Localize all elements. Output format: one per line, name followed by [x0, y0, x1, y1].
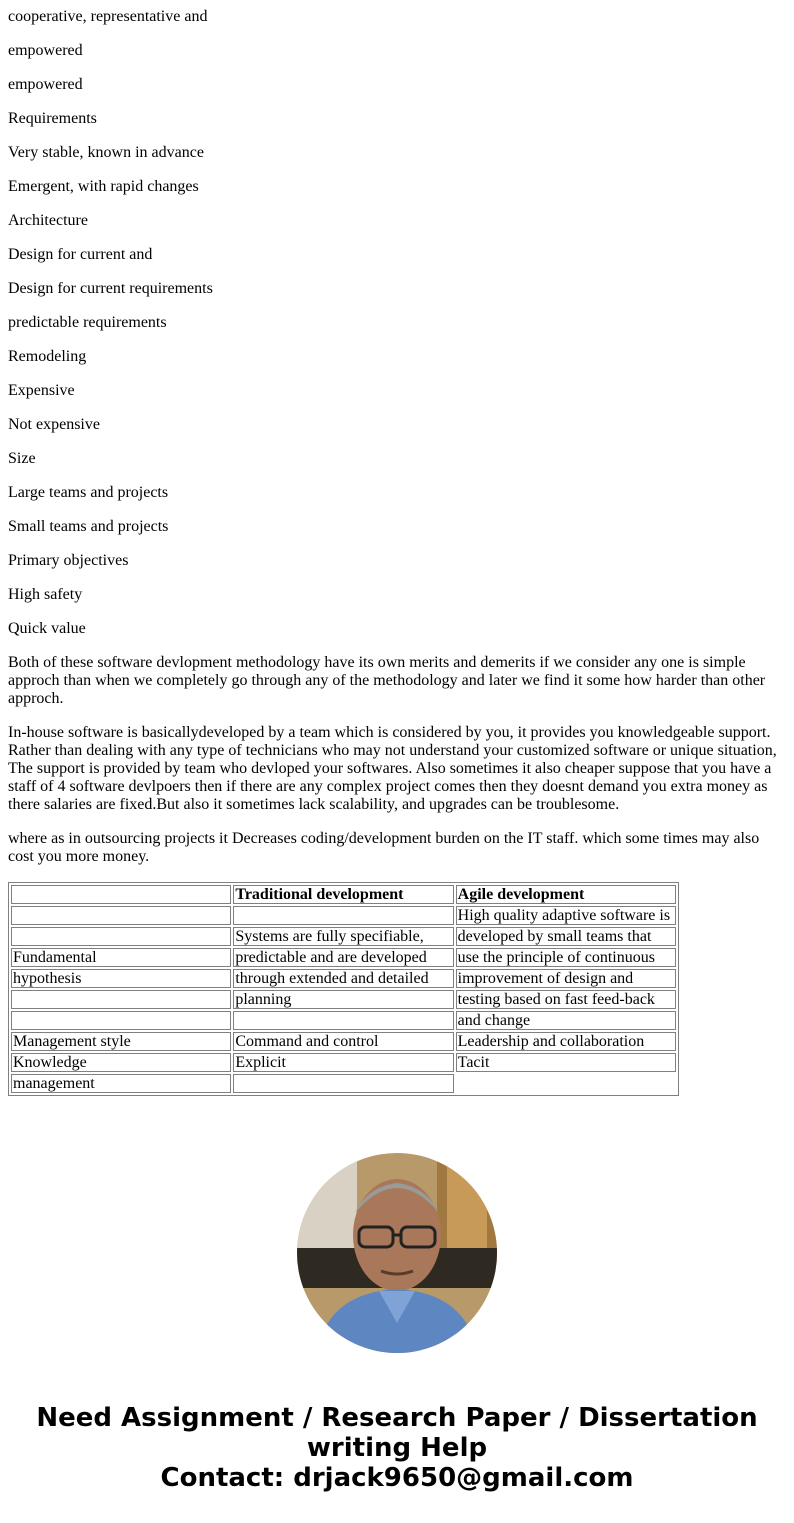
text-line: predictable requirements [8, 314, 167, 331]
table-cell [233, 1011, 453, 1030]
table-header-cell: Traditional development [233, 885, 453, 904]
table-cell: Command and control [233, 1032, 453, 1051]
table-cell: testing based on fast feed-back [456, 990, 676, 1009]
table-row [11, 1074, 676, 1093]
table-cell: developed by small teams that [456, 927, 676, 946]
table-row [11, 927, 676, 946]
paragraph-outsourcing: where as in outsourcing projects it Decreases coding/development burden on the IT staff. which some times may also cost you more money. [8, 830, 760, 865]
text-line: Emergent, with rapid changes [8, 178, 199, 195]
promo-line-contact: Contact: drjack9650@gmail.com [160, 1463, 634, 1493]
portrait-image [297, 1153, 497, 1353]
text-line: Small teams and projects [8, 518, 169, 535]
table-cell: hypothesis [11, 969, 231, 988]
table-cell [11, 990, 231, 1009]
table-cell: High quality adaptive software is [456, 906, 676, 925]
text-line: Not expensive [8, 416, 100, 433]
paragraph-methodology: Both of these software devlopment methodology have its own merits and demerits if we consider any one is simple approch than when we completely go through any of the methodology and later we find it some how harder than other approch. [8, 654, 766, 707]
table-cell: Tacit [456, 1053, 676, 1072]
table-cell: Knowledge [11, 1053, 231, 1072]
table-header-cell: Agile development [456, 885, 676, 904]
table-cell: Fundamental [11, 948, 231, 967]
table-cell: and change [456, 1011, 676, 1030]
table-row [11, 1053, 676, 1072]
text-line: Very stable, known in advance [8, 144, 204, 161]
table-cell: management [11, 1074, 231, 1093]
text-line: Remodeling [8, 348, 87, 365]
table-cell: planning [233, 990, 453, 1009]
text-line: Architecture [8, 212, 88, 229]
table-cell [11, 906, 231, 925]
text-line: empowered [8, 76, 83, 93]
table-row [11, 906, 676, 925]
text-line: Expensive [8, 382, 75, 399]
text-line: Quick value [8, 620, 86, 637]
table-cell [11, 1011, 231, 1030]
text-line: empowered [8, 42, 83, 59]
table-cell: through extended and detailed [233, 969, 453, 988]
table-row [11, 948, 676, 967]
table-cell [233, 906, 453, 925]
table-row [11, 990, 676, 1009]
text-line: Requirements [8, 110, 97, 127]
text-line: Size [8, 450, 36, 467]
table-cell: Explicit [233, 1053, 453, 1072]
promo-footer [0, 1403, 794, 1493]
table-cell [11, 927, 231, 946]
table-header-row [11, 885, 676, 904]
table-cell [456, 1074, 676, 1093]
promo-line-help: Need Assignment / Research Paper / Dissertation writing Help [36, 1403, 758, 1463]
table-cell: predictable and are developed [233, 948, 453, 967]
short-lines-list [8, 0, 786, 646]
table-row [11, 1032, 676, 1051]
table-header-cell [11, 885, 231, 904]
text-line: Primary objectives [8, 552, 129, 569]
text-line: cooperative, representative and [8, 8, 208, 25]
text-line: Design for current requirements [8, 280, 213, 297]
table-cell [233, 1074, 453, 1093]
paragraph-in-house: In-house software is basicallydeveloped by a team which is considered by you, it provides you knowledgeable support. Rather than dealing with any type of technicians who may not understand your customized software or unique situation, The support is provided by team who devloped your softwares. Also sometimes it also cheaper suppose that you have a staff of 4 software devlpoers then if there are any complex project comes then they doesnt demand you extra money as there salaries are fixed.But also it sometimes lack scalability, and upgrades can be troublesome. [8, 724, 777, 813]
table-row [11, 1011, 676, 1030]
text-line: Large teams and projects [8, 484, 169, 501]
table-cell: Leadership and collaboration [456, 1032, 676, 1051]
table-cell: use the principle of continuous [456, 948, 676, 967]
table-cell: improvement of design and [456, 969, 676, 988]
comparison-table [8, 882, 679, 1096]
author-avatar [297, 1153, 497, 1353]
text-line: Design for current and [8, 246, 153, 263]
table-row [11, 969, 676, 988]
text-line: High safety [8, 586, 83, 603]
table-cell: Management style [11, 1032, 231, 1051]
table-cell: Systems are fully specifiable, [233, 927, 453, 946]
